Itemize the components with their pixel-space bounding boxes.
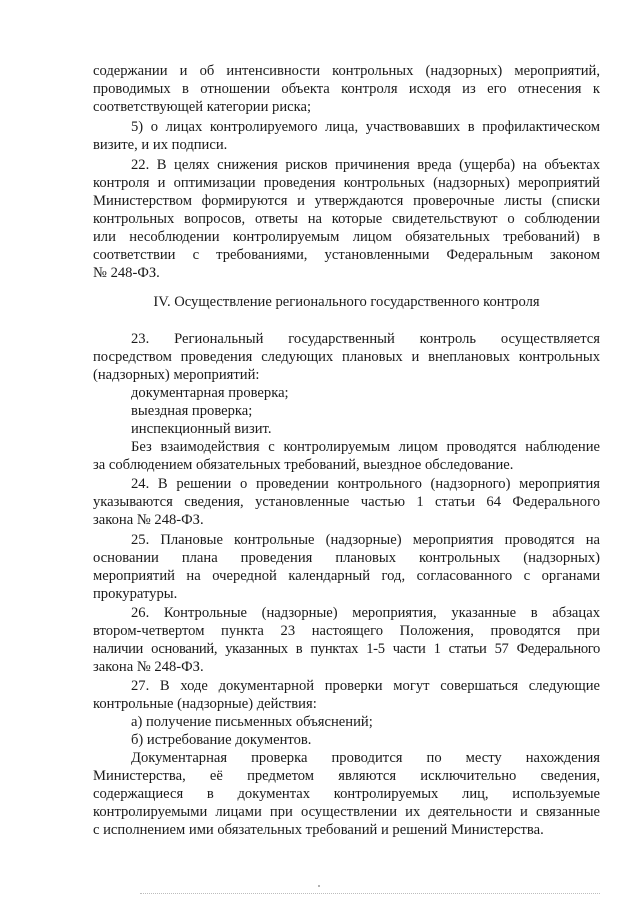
paragraph-22-line: или несоблюдении контролируемым лицом обязательных требований) в — [93, 229, 600, 245]
text-line: соответствующей категории риска; — [93, 99, 312, 115]
paragraph-22-line: контроля и оптимизации проведения контрольных (надзорных) мероприятий — [93, 175, 600, 191]
text-line: проводимых в отношении объекта контроля исходя из его отнесения к — [93, 81, 600, 97]
paragraph-22-line: № 248-ФЗ. — [93, 265, 160, 281]
paragraph-25-line: прокуратуры. — [93, 586, 178, 602]
paragraph-27-line: 27. В ходе документарной проверки могут совершаться следующие — [131, 678, 600, 694]
list-item: инспекционный визит. — [131, 421, 272, 437]
list-item: а) получение письменных объяснений; — [131, 714, 373, 730]
paragraph-24-line: закона № 248-ФЗ. — [93, 512, 204, 528]
paragraph-23-line: посредством проведения следующих плановых и внеплановых контрольных — [93, 349, 600, 365]
paragraph-25-line: 25. Плановые контрольные (надзорные) мероприятия проводятся на — [131, 532, 600, 548]
list-item: б) истребование документов. — [131, 732, 312, 748]
text-line: содержании и об интенсивности контрольных (надзорных) мероприятий, — [93, 63, 600, 79]
paragraph-26-line: наличии оснований, указанных в пунктах 1-5 части 1 статьи 57 Федерального — [93, 641, 600, 657]
paragraph-26-line: 26. Контрольные (надзорные) мероприятия, указанные в абзацах — [131, 605, 600, 621]
text-line: Без взаимодействия с контролируемым лицом проводятся наблюдение — [131, 439, 600, 455]
text-line: Министерства, её предметом являются исключительно сведения, — [93, 768, 600, 784]
paragraph-22-line: Министерством формируются и утверждаются проверочные листы (списки — [93, 193, 600, 209]
paragraph-25-line: основании плана проведения плановых контрольных (надзорных) — [93, 550, 600, 566]
paragraph-24-line: указываются сведения, установленные частью 1 статьи 64 Федерального — [93, 494, 600, 510]
scan-speck — [318, 885, 320, 887]
paragraph-24-line: 24. В решении о проведении контрольного (надзорного) мероприятия — [131, 476, 600, 492]
text-line: за соблюдением обязательных требований, выездное обследование. — [93, 457, 514, 473]
text-line: 5) о лицах контролируемого лица, участвовавших в профилактическом — [131, 119, 600, 135]
text-line: визите, и их подписи. — [93, 137, 228, 153]
list-item: документарная проверка; — [131, 385, 289, 401]
paragraph-22-line: контрольных вопросов, ответы на которые свидетельствуют о соблюдении — [93, 211, 600, 227]
paragraph-27-line: контрольные (надзорные) действия: — [93, 696, 317, 712]
text-line: с исполнением ими обязательных требований и решений Министерства. — [93, 822, 544, 838]
text-line: Документарная проверка проводится по месту нахождения — [131, 750, 600, 766]
section-heading: IV. Осуществление регионального государственного контроля — [153, 294, 540, 310]
paragraph-22-line: соответствии с требованиями, установленными Федеральным законом — [93, 247, 600, 263]
paragraph-23-line: (надзорных) мероприятий: — [93, 367, 260, 383]
paragraph-25-line: мероприятий на очередной календарный год, согласованного с органами — [93, 568, 600, 584]
scan-edge-line — [140, 893, 600, 894]
paragraph-26-line: закона № 248-ФЗ. — [93, 659, 204, 675]
text-line: содержащиеся в документах контролируемых лиц, используемые — [93, 786, 600, 802]
text-line: контролируемыми лицами при осуществлении их деятельности и связанные — [93, 804, 600, 820]
paragraph-23-line: 23. Региональный государственный контроль осуществляется — [131, 331, 600, 347]
paragraph-26-line: втором-четвертом пункта 23 настоящего Положения, проводятся при — [93, 623, 600, 639]
paragraph-22-line: 22. В целях снижения рисков причинения вреда (ущерба) на объектах — [131, 157, 600, 173]
list-item: выездная проверка; — [131, 403, 253, 419]
